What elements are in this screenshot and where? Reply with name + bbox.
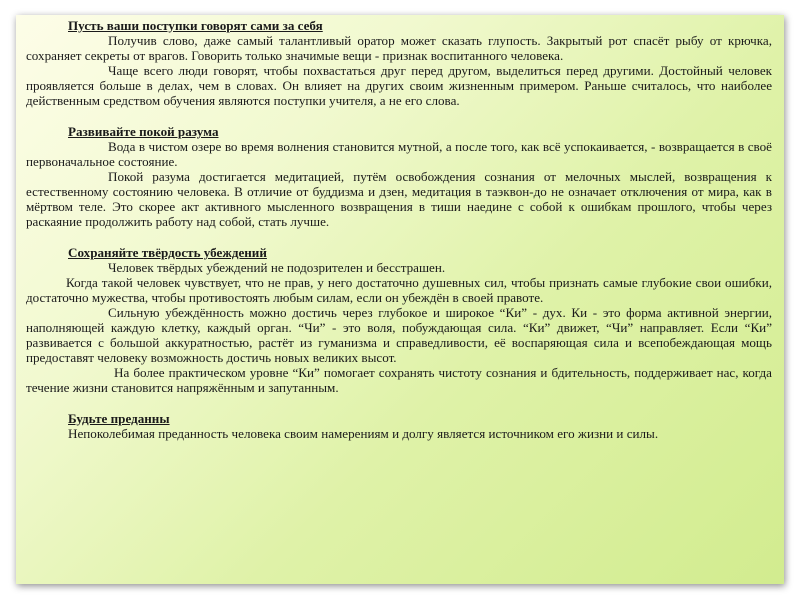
paragraph: Когда такой человек чувствует, что не прав, у него достаточно душевных сил, чтобы признать самые глубокие свои ошибки, достаточно мужества, чтобы противостоять любым силам, если он убеждён в своей правоте. [26, 275, 772, 305]
section-heading: Пусть ваши поступки говорят сами за себя [68, 18, 323, 33]
paragraph: Сильную убеждённость можно достичь через глубокое и широкое “Ки” - дух. Ки - это форма активной энергии, наполняющей каждую клетку, каждый орган. “Чи” - это воля, побуждающая сила. “Ки” движет, “Чи” направляет. Если “Ки” развивается с большой аккуратностью, растёт из гуманизма и справедливости, её воспаряющая сила и всепобеждающая мощь предоставят человеку возможность достичь новых великих высот. [26, 305, 772, 365]
section-heading: Сохраняйте твёрдость убеждений [68, 245, 267, 260]
paragraph: На более практическом уровне “Ки” помогает сохранять чистоту сознания и бдительность, поддерживает нас, когда течение жизни становится напряжённым и запутанным. [26, 365, 772, 395]
paragraph: Непоколебимая преданность человека своим намерениям и долгу является источником его жизни и силы. [68, 426, 659, 441]
section-heading: Развивайте покой разума [68, 124, 219, 139]
slide [16, 15, 784, 584]
section-heading: Будьте преданны [68, 411, 170, 426]
paragraph: Покой разума достигается медитацией, путём освобождения сознания от мелочных мыслей, возвращения к естественному состоянию человека. В отличие от буддизма и дзен, медитация в таэквон-до не означает отключения от мира, как в мёртвом теле. Это скорее акт активного мысленного возвращения в тиши наедине с собой к ошибкам прошлого, чтобы через раскаяние продолжить работу над собой, стать лучше. [26, 169, 772, 229]
paragraph: Чаще всего люди говорят, чтобы похвастаться друг перед другом, выделиться перед другими. Достойный человек проявляется больше в делах, чем в словах. Он влияет на других своим жизненным примером. Раньше считалось, что наиболее действенным средством обучения являются поступки учителя, а не его слова. [26, 63, 772, 108]
paragraph: Вода в чистом озере во время волнения становится мутной, а после того, как всё успокаивается, - возвращается в своё первоначальное состояние. [26, 139, 772, 169]
paragraph: Человек твёрдых убеждений не подозрителен и бесстрашен. [108, 260, 446, 275]
paragraph: Получив слово, даже самый талантливый оратор может сказать глупость. Закрытый рот спасёт рыбу от крючка, сохраняет секреты от врагов. Говорить только значимые вещи - признак воспитанного человека. [26, 33, 772, 63]
